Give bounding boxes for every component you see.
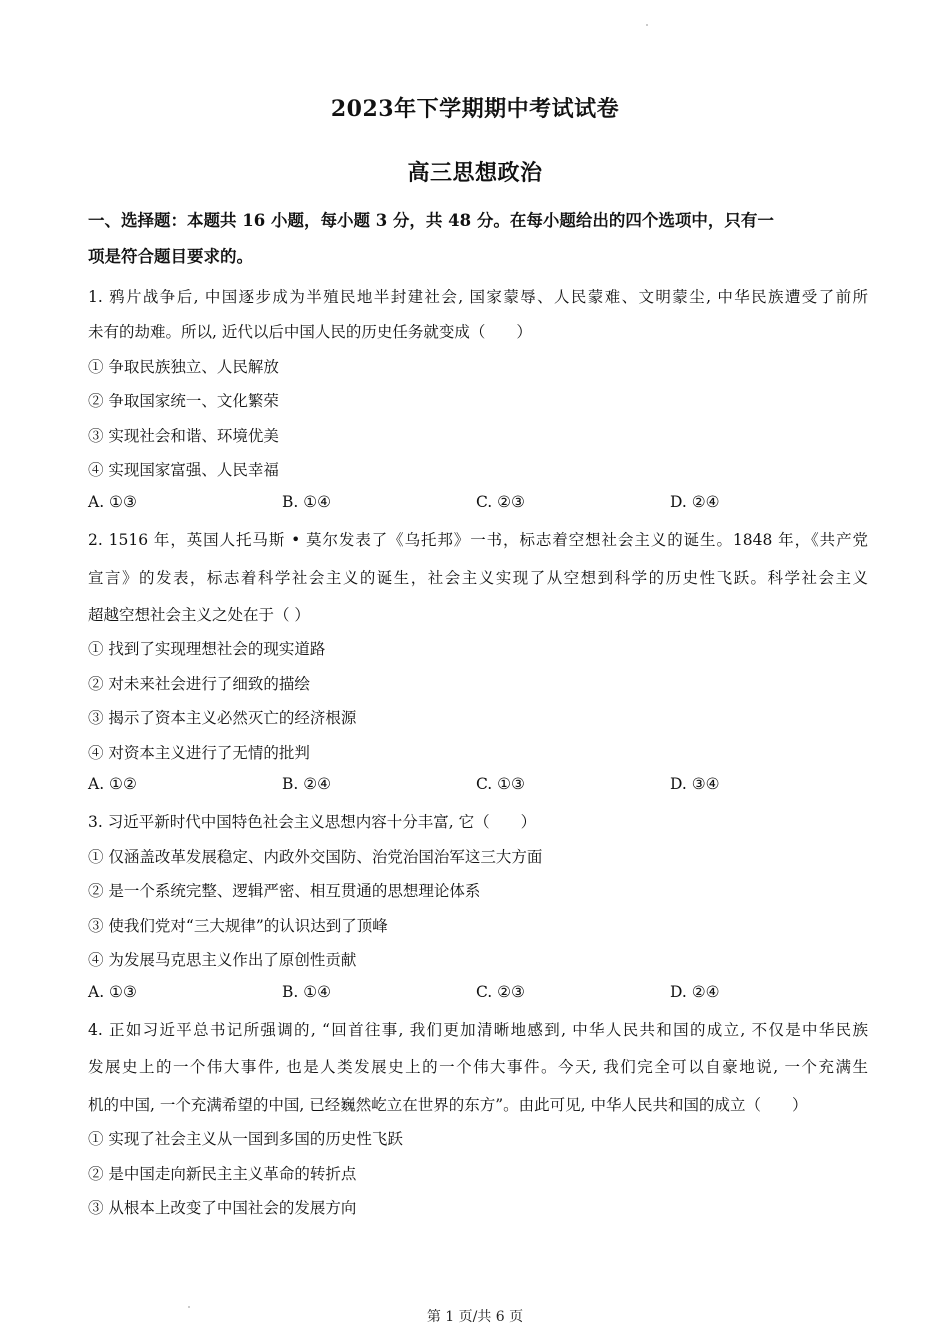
option-c[interactable]: C. ①③ <box>476 775 525 793</box>
option-d[interactable]: D. ③④ <box>670 775 720 793</box>
question-2-item-3: ③ 揭示了资本主义必然灭亡的经济根源 <box>88 709 357 727</box>
option-b[interactable]: B. ②④ <box>282 775 332 793</box>
question-4-stem-line-1: 4. 正如习近平总书记所强调的, “回首往事, 我们更加清晰地感到, 中华人民共和国的成立, 不仅是中华民族 <box>88 1021 868 1039</box>
question-4-stem-line-3: 机的中国, 一个充满希望的中国, 已经巍然屹立在世界的东方”。由此可见, 中华人民共和国的成立（ ） <box>88 1096 808 1114</box>
question-3-item-3: ③ 使我们党对“三大规律”的认识达到了顶峰 <box>88 917 388 935</box>
question-2-item-1: ① 找到了实现理想社会的现实道路 <box>88 640 326 658</box>
question-4-item-3: ③ 从根本上改变了中国社会的发展方向 <box>88 1199 357 1217</box>
option-b[interactable]: B. ①④ <box>282 493 332 511</box>
section-heading-line-2: 项是符合题目要求的。 <box>88 247 253 266</box>
page-footer: 第 1 页/共 6 页 <box>426 1309 524 1325</box>
question-4-item-1: ① 实现了社会主义从一国到多国的历史性飞跃 <box>88 1130 403 1148</box>
question-1-item-2: ② 争取国家统一、文化繁荣 <box>88 392 279 410</box>
option-c[interactable]: C. ②③ <box>476 493 525 511</box>
question-4-stem-line-2: 发展史上的一个伟大事件, 也是人类发展史上的一个伟大事件。今天, 我们完全可以自豪地说, 一个充满生 <box>88 1058 868 1076</box>
question-3-item-1: ① 仅涵盖改革发展稳定、内政外交国防、治党治国治军这三大方面 <box>88 848 543 866</box>
question-1-item-4: ④ 实现国家富强、人民幸福 <box>88 461 279 479</box>
question-3-item-4: ④ 为发展马克思主义作出了原创性贡献 <box>88 951 357 969</box>
question-2-item-2: ② 对未来社会进行了细致的描绘 <box>88 675 310 693</box>
option-d[interactable]: D. ②④ <box>670 493 720 511</box>
question-2-stem-line-2: 宣言》的发表，标志着科学社会主义的诞生，社会主义实现了从空想到科学的历史性飞跃。科学社会主义 <box>88 569 868 587</box>
option-d[interactable]: D. ②④ <box>670 983 720 1001</box>
option-c[interactable]: C. ②③ <box>476 983 525 1001</box>
question-1-item-1: ① 争取民族独立、人民解放 <box>88 358 279 376</box>
section-heading-line-1: 一、选择题：本题共 16 小题，每小题 3 分，共 48 分。在每小题给出的四个选项中，只有一 <box>88 211 774 230</box>
question-2-stem-line-3: 超越空想社会主义之处在于（ ） <box>88 606 310 624</box>
question-2-stem-line-1: 2. 1516 年，英国人托马斯 • 莫尔发表了《乌托邦》一书，标志着空想社会主义的诞生。1848 年，《共产党 <box>88 531 868 549</box>
question-1-stem-line-2: 未有的劫难。所以, 近代以后中国人民的历史任务就变成（ ） <box>88 323 532 341</box>
exam-title: 2023年下学期期中考试试卷 <box>330 96 620 122</box>
question-2-item-4: ④ 对资本主义进行了无情的批判 <box>88 744 310 762</box>
scan-dot <box>646 24 648 26</box>
question-3-stem-line-1: 3. 习近平新时代中国特色社会主义思想内容十分丰富, 它（ ） <box>88 813 537 831</box>
exam-subject: 高三思想政治 <box>407 160 543 186</box>
question-1-item-3: ③ 实现社会和谐、环境优美 <box>88 427 279 445</box>
question-4-item-2: ② 是中国走向新民主主义革命的转折点 <box>88 1165 357 1183</box>
question-3-item-2: ② 是一个系统完整、逻辑严密、相互贯通的思想理论体系 <box>88 882 481 900</box>
option-a[interactable]: A. ①③ <box>88 983 137 1001</box>
option-a[interactable]: A. ①③ <box>88 493 137 511</box>
option-b[interactable]: B. ①④ <box>282 983 332 1001</box>
question-1-stem-line-1: 1. 鸦片战争后, 中国逐步成为半殖民地半封建社会, 国家蒙辱、人民蒙难、文明蒙尘, 中华民族遭受了前所 <box>88 288 868 306</box>
option-a[interactable]: A. ①② <box>88 775 137 793</box>
